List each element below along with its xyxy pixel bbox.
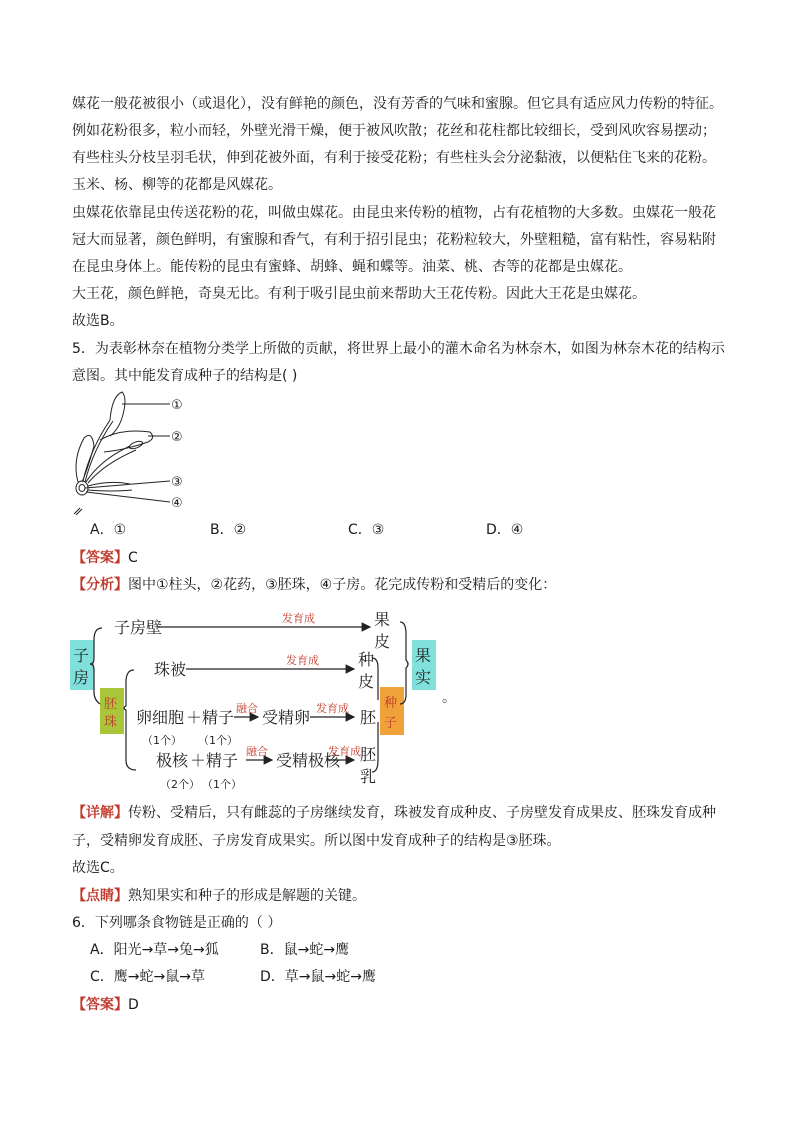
ovule-label: 胚 bbox=[104, 697, 118, 712]
zygote-label: 受精卵 bbox=[262, 708, 311, 727]
develop-label: 发育成 bbox=[316, 702, 349, 715]
endosperm-label: 乳 bbox=[360, 767, 377, 786]
seed-coat-label: 皮 bbox=[358, 672, 375, 691]
embryo-label: 胚 bbox=[360, 708, 377, 727]
paragraph-line: 冠大而显著，颜色鲜明，有蜜腺和香气，有利于招引昆虫；花粉粒较大，外壁粗糙，富有粘性，容易粘附 bbox=[72, 232, 716, 248]
option-c: C．鹰→蛇→鼠→草 bbox=[90, 969, 205, 985]
paragraph-line: 虫媒花依靠昆虫传送花粉的花，叫做虫媒花。由昆虫来传粉的植物，占有花植物的大多数。虫媒花一般花 bbox=[72, 205, 716, 221]
figure-label: ③ bbox=[171, 475, 183, 490]
option-b: B．② bbox=[210, 522, 247, 538]
question-6-stem: 6．下列哪条食物链是正确的（ ） bbox=[72, 915, 282, 931]
answer-line bbox=[72, 995, 139, 1015]
choice-line: 故选C。 bbox=[72, 860, 124, 876]
detail-text: 传粉、受精后，只有雌蕊的子房继续发育，珠被发育成种皮、子房壁发育成果皮、胚珠发育成种 bbox=[128, 805, 716, 821]
option-a: A．① bbox=[90, 522, 127, 538]
option-d: D．④ bbox=[486, 522, 524, 538]
answer-line bbox=[72, 548, 138, 568]
fruit-seed-development-diagram bbox=[70, 600, 460, 795]
fruit-label: 实 bbox=[415, 668, 432, 687]
seed-coat-label: 种 bbox=[358, 650, 375, 669]
plus-sign: ＋ bbox=[186, 708, 203, 727]
ovary-label: 子 bbox=[73, 646, 90, 665]
analysis-text: 图中①柱头，②花药，③胚珠，④子房。花完成传粉和受精后的变化： bbox=[128, 577, 557, 593]
analysis-tag: 【分析】 bbox=[72, 577, 128, 593]
pericarp-label: 皮 bbox=[374, 632, 391, 651]
egg-cell-label: 卵细胞 bbox=[136, 708, 185, 727]
question-5-stem: 5．为表彰林奈在植物分类学上所做的贡献，将世界上最小的灌木命名为林奈木，如图为林奈木花的结构示 bbox=[72, 341, 725, 357]
option-a: A．阳光→草→兔→狐 bbox=[90, 942, 219, 958]
ovary-label: 房 bbox=[73, 668, 90, 687]
fertilized-polar-label: 受精极核 bbox=[276, 751, 341, 770]
paragraph-line: 例如花粉很多，粒小而轻，外壁光滑干燥，便于被风吹散；花丝和花柱都比较细长，受到风吹容易摆动； bbox=[72, 123, 716, 139]
develop-label: 发育成 bbox=[328, 745, 361, 758]
answer-tag: 【答案】 bbox=[72, 550, 128, 566]
endosperm-label: 胚 bbox=[360, 745, 377, 764]
answer-tag: 【答案】 bbox=[72, 997, 128, 1013]
fuse-label: 融合 bbox=[246, 745, 268, 758]
develop-label: 发育成 bbox=[282, 612, 315, 625]
sperm-label: 精子 bbox=[202, 708, 235, 727]
figure-label: ② bbox=[171, 430, 183, 445]
polar-nuclei-label: 极核 bbox=[156, 751, 189, 770]
sperm-label: 精子 bbox=[206, 751, 239, 770]
detail-line: 子，受精卵发育成胚、子房发育成果实。所以图中发育成种子的结构是③胚珠。 bbox=[72, 833, 561, 849]
choice-line: 故选B。 bbox=[72, 313, 124, 329]
ovary-wall-label: 子房壁 bbox=[114, 618, 163, 637]
option-b: B．鼠→蛇→鹰 bbox=[260, 942, 350, 958]
flower-structure-figure bbox=[70, 390, 200, 515]
figure-label: ④ bbox=[171, 496, 183, 511]
detail-line bbox=[72, 803, 716, 823]
answer-value: D bbox=[128, 997, 139, 1013]
tip-text: 熟知果实和种子的形成是解题的关键。 bbox=[128, 888, 366, 904]
ovule-label: 珠 bbox=[104, 715, 118, 730]
paragraph-line: 在昆虫身体上。能传粉的昆虫有蜜蜂、胡蜂、蝇和蝶等。油菜、桃、杏等的花都是虫媒花。 bbox=[72, 259, 632, 275]
option-c: C．③ bbox=[348, 522, 385, 538]
tip-line bbox=[72, 886, 366, 906]
fuse-label: 融合 bbox=[236, 702, 258, 715]
figure-label: ① bbox=[171, 398, 183, 413]
polar-count: （2个） bbox=[160, 778, 200, 791]
egg-count: （1个） bbox=[142, 734, 182, 747]
integument-label: 珠被 bbox=[154, 660, 187, 679]
paragraph-line: 媒花一般花被很小（或退化），没有鲜艳的颜色，没有芳香的气味和蜜腺。但它具有适应风力传粉的特征。 bbox=[72, 96, 723, 112]
answer-value: C bbox=[128, 550, 138, 566]
fruit-label: 果 bbox=[415, 646, 432, 665]
analysis-line bbox=[72, 575, 556, 595]
seed-label: 种 bbox=[384, 696, 398, 711]
detail-tag: 【详解】 bbox=[72, 805, 128, 821]
sentence-end: 。 bbox=[442, 690, 456, 706]
paragraph-line: 有些柱头分枝呈羽毛状，伸到花被外面，有利于接受花粉；有些柱头会分泌黏液，以便粘住飞来的花粉。 bbox=[72, 150, 716, 166]
tip-tag: 【点睛】 bbox=[72, 888, 128, 904]
sperm-count: （1个） bbox=[202, 778, 242, 791]
pericarp-label: 果 bbox=[374, 610, 391, 629]
option-d: D．草→鼠→蛇→鹰 bbox=[260, 969, 376, 985]
paragraph-line: 玉米、杨、柳等的花都是风媒花。 bbox=[72, 177, 282, 193]
seed-label: 子 bbox=[384, 716, 398, 731]
plus-sign: ＋ bbox=[190, 751, 207, 770]
develop-label: 发育成 bbox=[286, 654, 319, 667]
sperm-count: （1个） bbox=[198, 734, 238, 747]
question-5-stem: 意图。其中能发育成种子的结构是( ) bbox=[72, 368, 298, 384]
paragraph-line: 大王花，颜色鲜艳，奇臭无比。有利于吸引昆虫前来帮助大王花传粉。因此大王花是虫媒花。 bbox=[72, 286, 646, 302]
